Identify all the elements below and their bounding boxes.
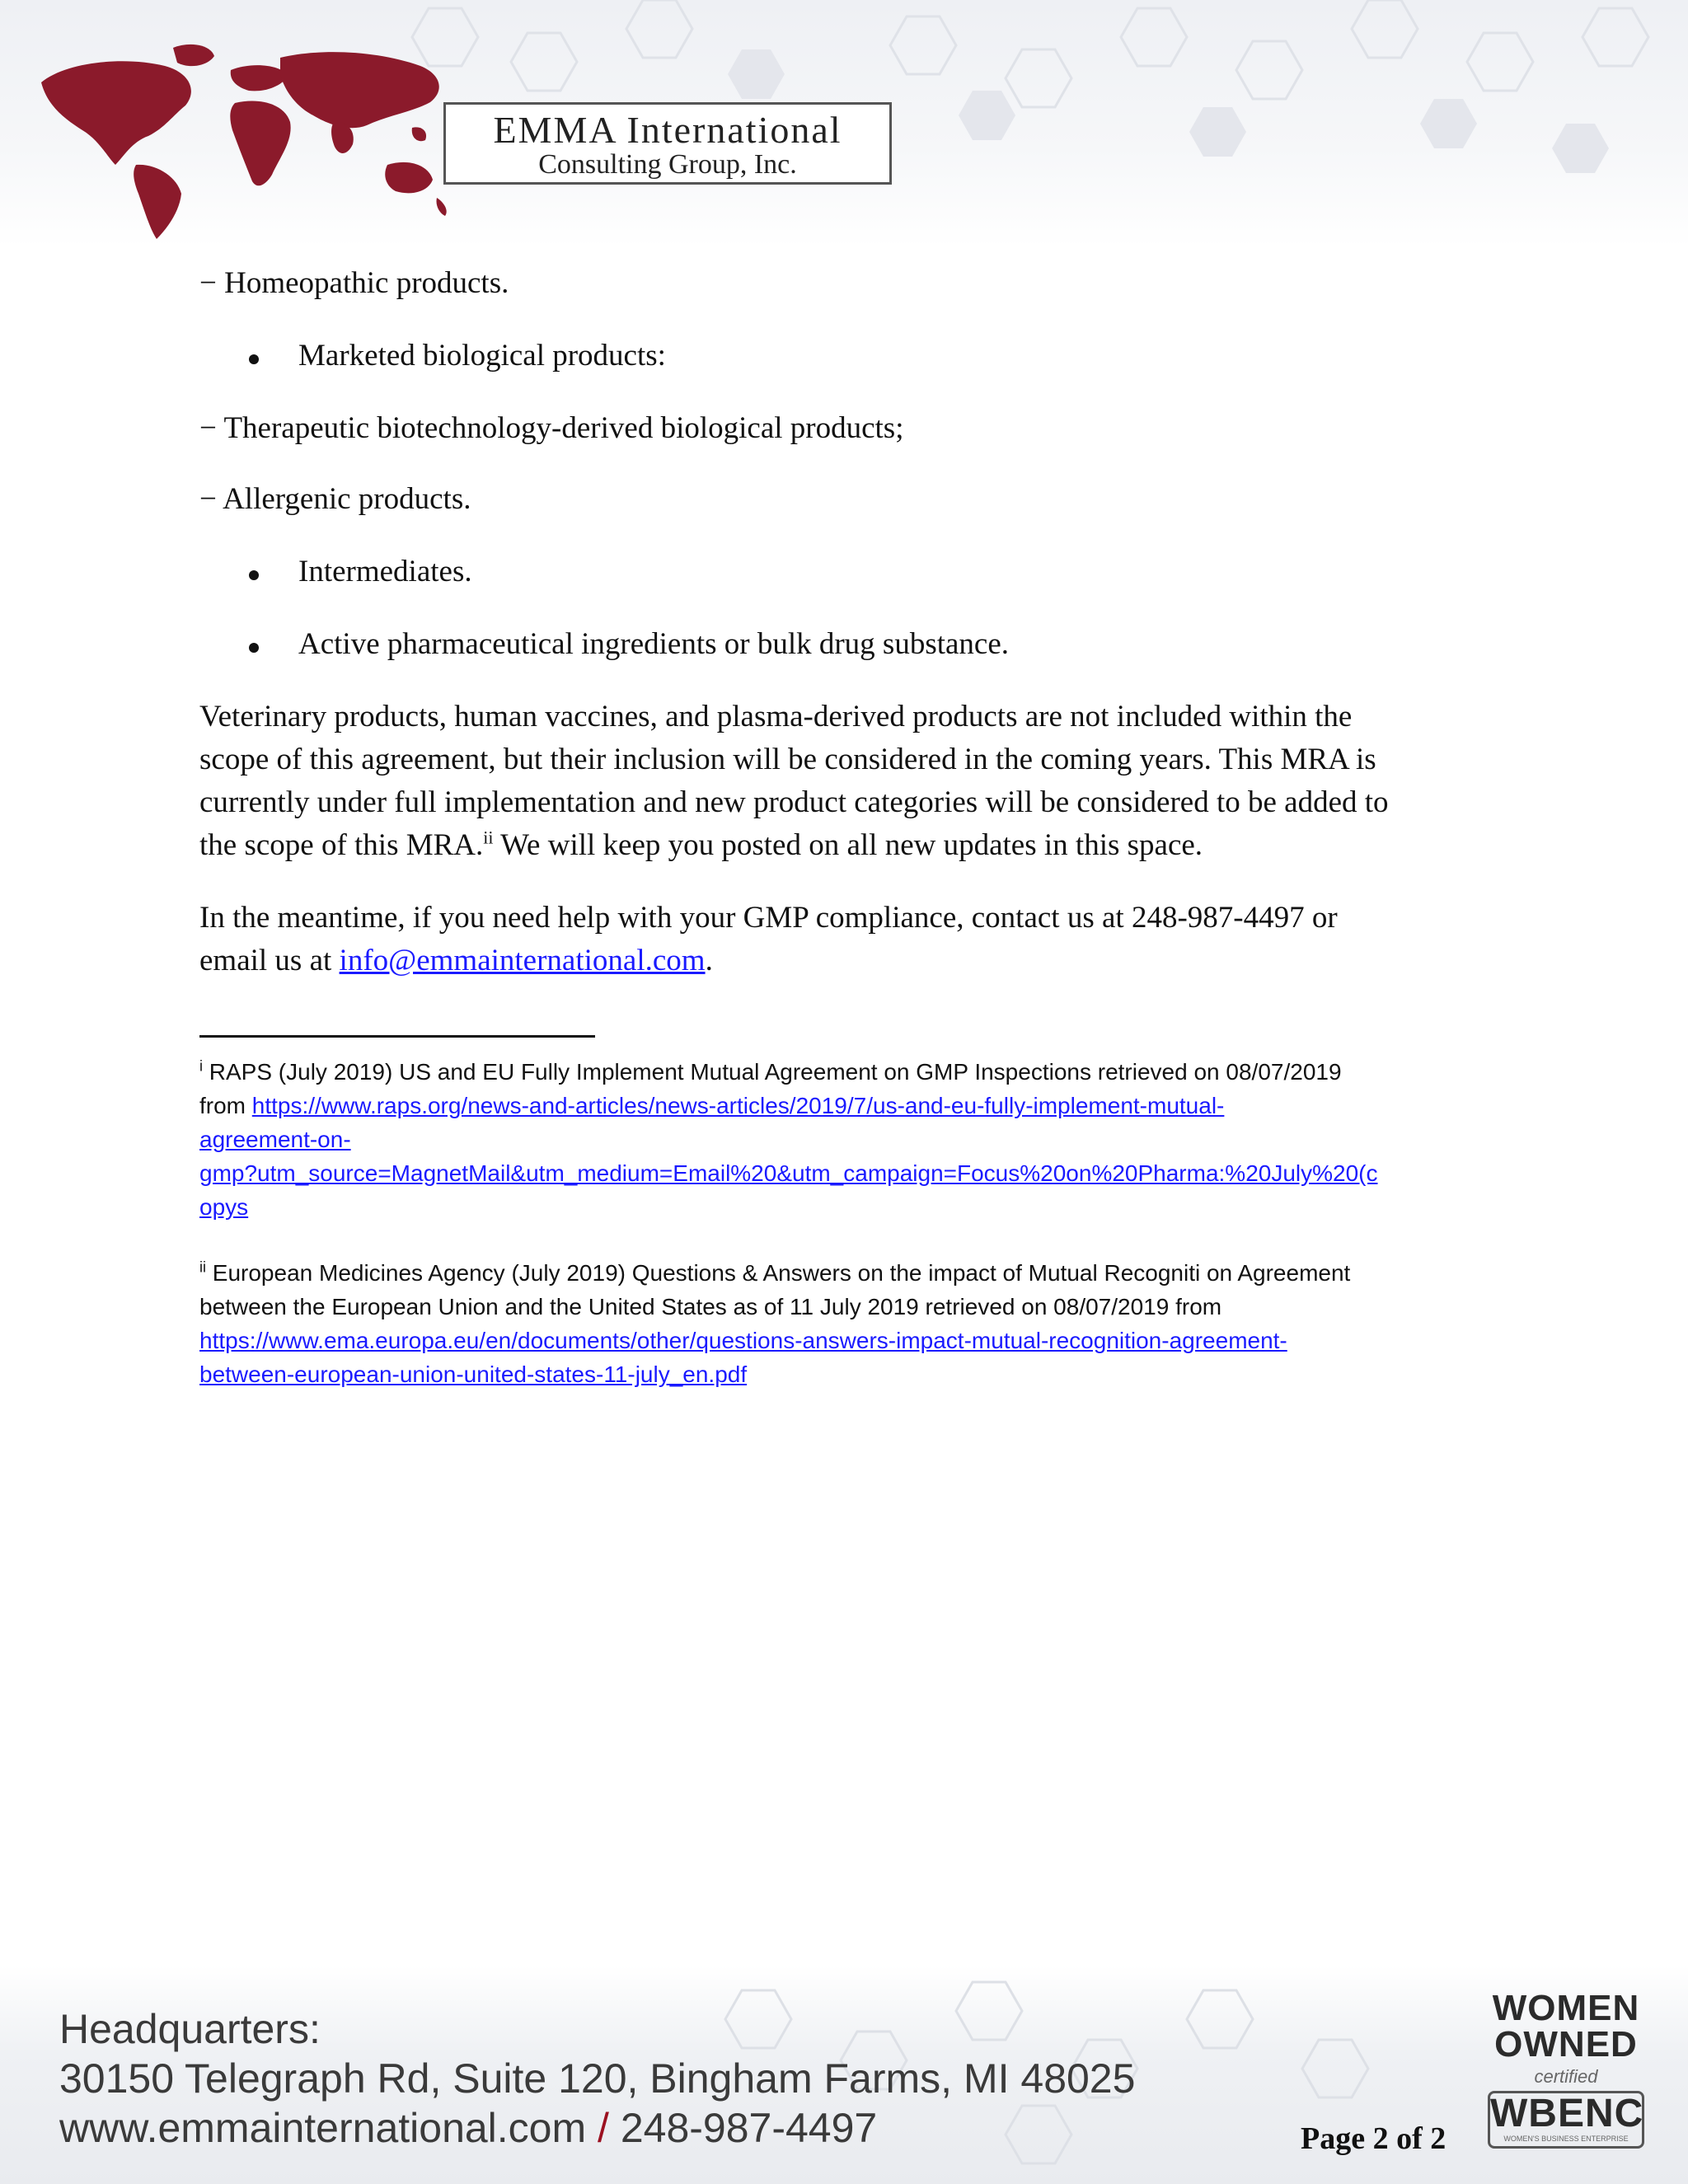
email-link[interactable]: info@emmainternational.com bbox=[339, 944, 706, 977]
footnote-ii-url-link[interactable]: https://www.ema.europa.eu/en/documents/other/questions-answers-impact-mutual-recognition-agreement- bbox=[199, 1328, 1287, 1353]
headquarters-title: Headquarters: bbox=[59, 2006, 321, 2052]
dash-item-homeopathic: − Homeopathic products. bbox=[199, 266, 509, 300]
dash-item-therapeutic: − Therapeutic biotechnology-derived biological products; bbox=[199, 411, 904, 445]
paragraph-scope: Veterinary products, human vaccines, and plasma-derived products are not included within the scope of this agreement, but their inclusion will be considered in the coming years. This MRA is currently under full implementation and new product categories will be considered to be added to the scope of this MRA.$^{ii}$ We will keep you posted on all new updates in this space. bbox=[199, 700, 1389, 862]
footnote-marker: ii bbox=[199, 1258, 206, 1276]
website-link[interactable]: www.emmainternational.com bbox=[59, 2105, 587, 2151]
footnote-i-url-link-cont[interactable]: agreement-on- bbox=[199, 1127, 351, 1152]
bullet-icon bbox=[249, 570, 259, 580]
bullet-icon bbox=[249, 354, 259, 364]
footer-contact-line: www.emmainternational.com / 248-987-4497 bbox=[59, 2105, 878, 2151]
footnote-i-url-link-cont[interactable]: gmp?utm_source=MagnetMail&utm_medium=Email%20&utm_campaign=Focus%20on%20Pharma:%20July%20(c bbox=[199, 1160, 1378, 1186]
footnote-ii-url-link-cont[interactable]: between-european-union-united-states-11-july_en.pdf bbox=[199, 1361, 748, 1387]
footnote-ref-ii[interactable]: ii bbox=[483, 827, 494, 848]
headquarters-address: 30150 Telegraph Rd, Suite 120, Bingham Farms, MI 48025 bbox=[59, 2055, 1136, 2102]
company-name: EMMA International bbox=[493, 109, 842, 151]
dash-item-allergenic: − Allergenic products. bbox=[199, 482, 471, 516]
company-logo-box bbox=[443, 102, 892, 185]
phone-number: 248-987-4497 bbox=[620, 2105, 878, 2151]
footnote-i: $^i$ RAPS (July 2019) US and EU Fully Implement Mutual Agreement on GMP Inspections retrieved on 08/07/2019 from https://www.raps.org/news-and-articles/news-articles/2019/7/us-and-eu-fully-implement-mutual- agreement-on- gmp?utm_source=MagnetMail&utm_medium=Email%20&utm_campaign=Focus%20on%20Pharma:%20July%20(c opys bbox=[199, 1057, 1378, 1220]
letterhead-footer bbox=[0, 1966, 1688, 2184]
footnote-divider bbox=[199, 1035, 595, 1038]
page-number: Page 2 of 2 bbox=[1301, 2121, 1447, 2156]
company-subtitle: Consulting Group, Inc. bbox=[538, 149, 797, 180]
bullet-icon bbox=[249, 643, 259, 653]
paragraph-contact: In the meantime, if you need help with your GMP compliance, contact us at 248-987-4497 or email us at info@emmainternational.com. bbox=[199, 901, 1338, 977]
world-map-logo bbox=[33, 33, 462, 239]
footnote-i-url-link[interactable]: https://www.raps.org/news-and-articles/news-articles/2019/7/us-and-eu-fully-implement-mutual- bbox=[251, 1093, 1225, 1118]
footnote-marker: i bbox=[199, 1057, 203, 1075]
letterhead-header bbox=[0, 0, 1688, 247]
footnote-i-url-link-cont[interactable]: opys bbox=[199, 1194, 249, 1220]
wbenc-badge: WOMEN OWNED certified WBENC WOMEN'S BUSINESS ENTERPRISE bbox=[1484, 1990, 1648, 2168]
footnote-ii: $^{ii}$ European Medicines Agency (July 2019) Questions & Answers on the impact of Mutual Recogniti on Agreement between the European Union and the United States as of 11 July 2019 retrieved on 08/07/2019 from https://www.ema.europa.eu/en/documents/other/questions-answers-impact-mutual-recognition-agreement- between-european-union-united-states-11-july_en.pdf bbox=[199, 1258, 1351, 1387]
